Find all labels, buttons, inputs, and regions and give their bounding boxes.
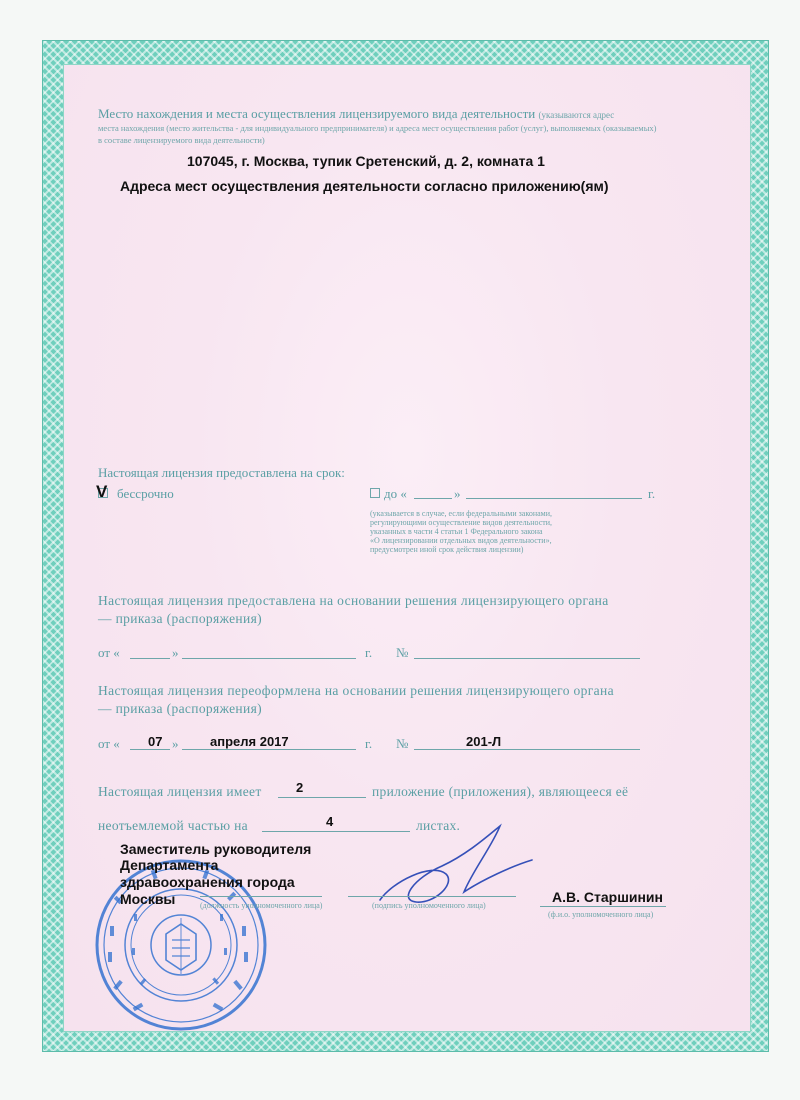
granted-line1: Настоящая лицензия предоставлена на основании решения лицензирующего органа [98, 593, 609, 608]
location-heading-text: Место нахождения и места осуществления лицензируемого вида деятельности [98, 106, 536, 121]
position-caption: (должность уполномоченного лица) [200, 901, 323, 910]
until-quote-close: » [454, 486, 461, 501]
term-note-5: предусмотрен иной срок действия лицензии) [370, 545, 524, 554]
signatory-position-1: Заместитель руководителя [120, 841, 312, 857]
signature-caption: (подпись уполномоченного лица) [372, 901, 486, 910]
name-line [540, 906, 666, 907]
reissued-day-line [130, 749, 170, 750]
reissued-number: 201-Л [466, 734, 502, 749]
until-prefix: до « [384, 486, 407, 501]
until-day-line [414, 498, 452, 499]
appendix-prefix: Настоящая лицензия имеет [98, 784, 262, 799]
appendix-sheets-suffix: листах. [416, 818, 461, 833]
signature-line [348, 896, 516, 897]
granted-line2: — приказа (распоряжения) [98, 611, 262, 626]
reissued-line1: Настоящая лицензия переоформлена на основании решения лицензирующего органа [98, 683, 614, 698]
signatory-position-4: Москвы [120, 891, 176, 907]
until-year-suffix: г. [648, 486, 656, 501]
signatory-name: А.В. Старшинин [552, 889, 663, 905]
term-note-3: указанных в части 4 статьи 1 Федерального закона [370, 527, 543, 536]
until-month-line [466, 498, 642, 499]
term-heading: Настоящая лицензия предоставлена на срок: [98, 465, 345, 480]
places-of-activity-note: Адреса мест осуществления деятельности согласно приложению(ям) [120, 178, 609, 194]
location-note-line3: в составе лицензируемого вида деятельности) [98, 135, 265, 145]
reissued-number-label: № [396, 736, 409, 751]
unlimited-label: бессрочно [117, 486, 174, 501]
term-note-1: (указывается в случае, если федеральными законами, [370, 509, 553, 518]
reissued-day: 07 [148, 734, 163, 749]
granted-number-line [414, 658, 640, 659]
appendix-line2-prefix: неотъемлемой частью на [98, 818, 248, 833]
reissued-number-line [414, 749, 640, 750]
name-caption: (ф.и.о. уполномоченного лица) [548, 910, 654, 919]
granted-from-prefix: от « [98, 645, 120, 660]
term-note-2: регулирующими осуществление видов деятельности, [370, 518, 553, 527]
check-mark: V [96, 482, 108, 501]
reissued-month-year: апреля 2017 [210, 734, 289, 749]
handwritten-signature [372, 822, 542, 912]
granted-month-line [182, 658, 356, 659]
reissued-from-prefix: от « [98, 736, 120, 751]
appendix-sheets: 4 [326, 814, 334, 829]
appendix-count-line [278, 797, 366, 798]
appendix-suffix: приложение (приложения), являющееся её [372, 784, 629, 799]
granted-quote-close: » [172, 645, 179, 660]
reissued-line2: — приказа (распоряжения) [98, 701, 262, 716]
signatory-position-3: здравоохранения города [120, 874, 295, 890]
location-heading [98, 106, 614, 122]
reissued-quote-close: » [172, 736, 179, 751]
licensee-address: 107045, г. Москва, тупик Сретенский, д. 2, комната 1 [187, 153, 545, 169]
reissued-year-suffix: г. [365, 736, 373, 751]
until-checkbox [370, 488, 380, 498]
granted-day-line [130, 658, 170, 659]
granted-year-suffix: г. [365, 645, 373, 660]
position-line [200, 896, 322, 897]
granted-number-label: № [396, 645, 409, 660]
location-note-inline: (указываются адрес [538, 110, 615, 120]
signatory-position-2: Департамента [120, 857, 219, 873]
reissued-month-line [182, 749, 356, 750]
appendix-count: 2 [296, 780, 304, 795]
term-note-4: «О лицензировании отдельных видов деятельности», [370, 536, 552, 545]
location-note-line2: места нахождения (место жительства - для индивидуального предпринимателя) и адреса мест осуществления работ (услуг), выполняемых (оказываемых) [98, 123, 657, 133]
